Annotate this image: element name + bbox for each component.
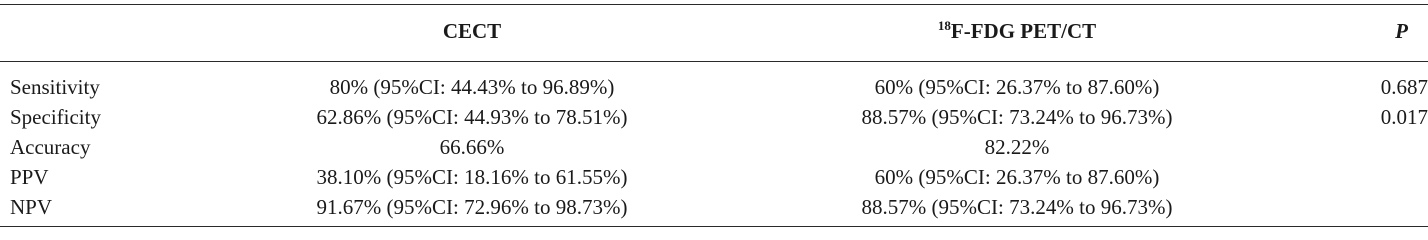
- row-label: Sensitivity: [10, 75, 100, 99]
- table-bottom-rule: [0, 226, 1428, 227]
- pet-ct-value: 88.57% (95%CI: 73.24% to 96.73%): [861, 195, 1173, 219]
- table-row: [0, 132, 1428, 162]
- row-label: NPV: [10, 195, 53, 219]
- column-header-cect: CECT: [442, 19, 502, 43]
- row-label: Specificity: [10, 105, 101, 129]
- p-value: 0.687: [1380, 75, 1428, 99]
- p-value: 0.017: [1380, 105, 1428, 129]
- pet-ct-value: 60% (95%CI: 26.37% to 87.60%): [874, 165, 1160, 189]
- column-header-pet-ct-label: F-FDG PET/CT: [950, 19, 1097, 43]
- column-header-p-value: P: [1395, 19, 1408, 43]
- table-top-rule: [0, 4, 1428, 5]
- cect-value: 38.10% (95%CI: 18.16% to 61.55%): [316, 165, 628, 189]
- column-header-pet-ct: [938, 18, 1096, 44]
- cect-value: 91.67% (95%CI: 72.96% to 98.73%): [316, 195, 628, 219]
- cect-value: 62.86% (95%CI: 44.93% to 78.51%): [316, 105, 628, 129]
- pet-ct-value: 82.22%: [984, 135, 1050, 159]
- row-label: Accuracy: [10, 135, 91, 159]
- isotope-superscript: 18: [937, 18, 951, 33]
- row-label: PPV: [10, 165, 49, 189]
- table-row: [0, 162, 1428, 192]
- table-row: [0, 72, 1428, 102]
- pet-ct-value: 60% (95%CI: 26.37% to 87.60%): [874, 75, 1160, 99]
- cect-value: 80% (95%CI: 44.43% to 96.89%): [329, 75, 615, 99]
- table-header-rule: [0, 61, 1428, 62]
- table-row: [0, 102, 1428, 132]
- table-row: [0, 192, 1428, 222]
- pet-ct-value: 88.57% (95%CI: 73.24% to 96.73%): [861, 105, 1173, 129]
- cect-value: 66.66%: [439, 135, 505, 159]
